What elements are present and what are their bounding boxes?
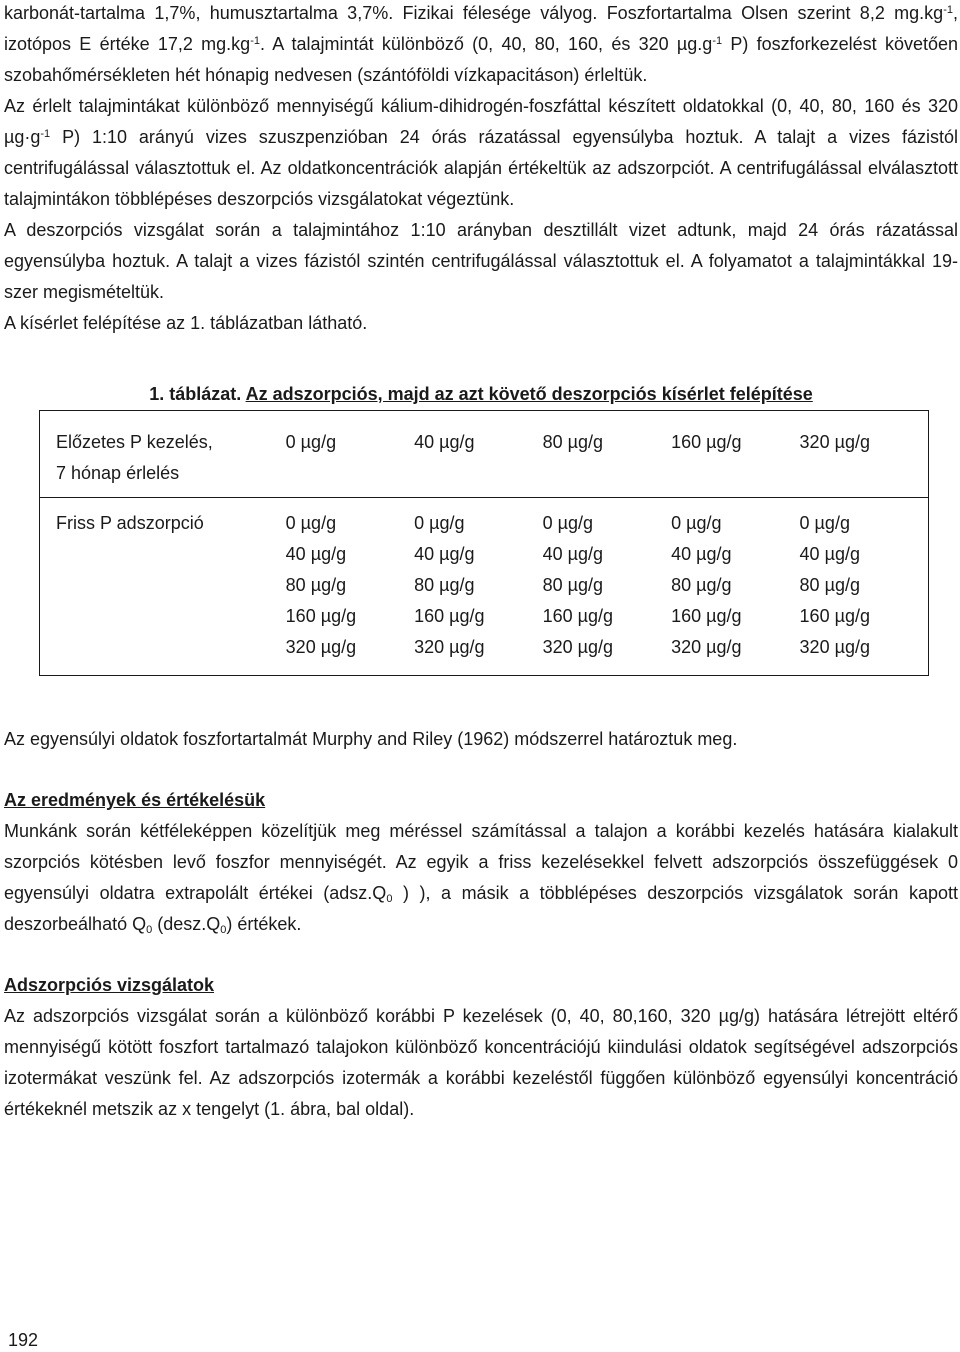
section-heading-adsorption: Adszorpciós vizsgálatok <box>4 975 215 995</box>
table-cell: 160 µg/g <box>285 606 357 626</box>
intro-text-1: karbonát-tartalma 1,7%, humusztartalma 3,7%. Fizikai félesége vályog. Foszfortartalma Olsen szerint 8,2 mg.kg <box>4 3 944 23</box>
table-cell: 80 µg/g <box>542 575 604 595</box>
header-cell-80: 80 µg/g <box>542 432 604 452</box>
intro-text-3: . A talajmintát különböző (0, 40, 80, 160, és 320 µg.g <box>259 34 713 54</box>
intro-text-2: , izotópos E értéke 17,2 mg.kg <box>4 3 958 54</box>
header-cell-160: 160 µg/g <box>671 432 742 452</box>
paragraph-adsorption: Az adszorpciós vizsgálat során a különböző korábbi P kezelések (0, 40, 80,160, 320 µg/g) hatására létrejött eltérő mennyiségű kötött foszfort tartalmazó talajokon különböző koncentrációjú kiindulási oldatok segítségével adszorpciós izotermákat veszünk fel. Az adszorpciós izotermák a korábbi kezeléstől függően különböző egyensúlyi koncentráció értékeknél metszik az x tengelyt (1. ábra, bal oldal). <box>4 1006 958 1119</box>
header-cell-40: 40 µg/g <box>414 432 475 452</box>
sub-2: 0 <box>146 924 153 936</box>
results-text-d: ) értékek. <box>226 914 302 934</box>
body-column-4 <box>671 498 799 675</box>
table-cell: 160 µg/g <box>799 606 870 626</box>
intro-paragraph <box>4 0 958 91</box>
header-label-line-1: Előzetes P kezelés, <box>56 432 213 452</box>
table-cell: 160 µg/g <box>542 606 614 626</box>
paragraph-2 <box>4 91 958 215</box>
paragraph-3: A deszorpciós vizsgálat során a talajmintához 1:10 arányban desztillált vizet adtunk, majd 24 órás rázatással egyensúlyba hoztuk. A talajt a vizes fázistól szintén centrifugálással választottuk el. A folyamatot a talajmintákkal 19-szer megismételtük. <box>4 220 958 302</box>
table-caption-title: Az adszorpciós, majd az azt követő deszorpciós kísérlet felépítése <box>245 384 813 404</box>
experiment-table <box>39 410 929 676</box>
header-cell-320: 320 µg/g <box>799 432 870 452</box>
table-cell: 320 µg/g <box>542 637 614 657</box>
table-cell: 0 µg/g <box>799 513 850 533</box>
results-text-c: (desz.Q <box>152 914 221 934</box>
table-caption <box>4 382 958 406</box>
table-cell: 80 µg/g <box>799 575 860 595</box>
table-cell: 40 µg/g <box>542 544 604 564</box>
sup-1: -1 <box>943 4 953 16</box>
para2-sup: -1 <box>40 128 51 140</box>
table-cell: 80 µg/g <box>671 575 732 595</box>
header-label-line-2: 7 hónap érlelés <box>56 463 180 483</box>
intro-text-4: P) foszforkezelést követően szobahőmérsékleten hét hónapig nedvesen (szántóföldi vízkapacitáson) érleltük. <box>4 34 959 85</box>
table-cell: 320 µg/g <box>414 637 485 657</box>
paragraph-results <box>4 816 958 940</box>
table-cell: 320 µg/g <box>285 637 357 657</box>
table-header-row <box>40 411 928 498</box>
sub-1: 0 <box>386 893 393 905</box>
para2-text-a: Az érlelt talajmintákat különböző mennyiségű kálium-dihidrogén-foszfáttal készített oldatokkal (0, 40, 80, 160 és 320 µg·g <box>4 96 958 147</box>
table-cell: 40 µg/g <box>799 544 860 564</box>
sup-2: -1 <box>250 35 260 47</box>
table-cell: 0 µg/g <box>414 513 465 533</box>
header-cell-0: 0 µg/g <box>285 432 337 452</box>
body-column-1 <box>286 498 414 675</box>
table-caption-number: 1. táblázat. <box>149 384 242 404</box>
page-number: 192 <box>8 1330 39 1350</box>
table-cell: 40 µg/g <box>671 544 732 564</box>
table-cell: 40 µg/g <box>285 544 347 564</box>
sub-3: 0 <box>220 924 227 936</box>
body-column-2 <box>414 498 542 675</box>
paragraph-5: Az egyensúlyi oldatok foszfortartalmát Murphy and Riley (1962) módszerrel határoztuk meg. <box>4 729 738 749</box>
body-column-5 <box>800 498 928 675</box>
table-cell: 80 µg/g <box>285 575 347 595</box>
table-cell: 160 µg/g <box>414 606 485 626</box>
page <box>4 0 958 1125</box>
table-cell: 320 µg/g <box>671 637 742 657</box>
paragraph-4: A kísérlet felépítése az 1. táblázatban látható. <box>4 313 368 333</box>
body-column-3 <box>543 498 671 675</box>
table-cell: 80 µg/g <box>414 575 475 595</box>
results-text-b: ) ), a másik a többlépéses deszorpciós vizsgálatok során kapott deszorbeálható Q <box>4 883 958 934</box>
table-cell: 40 µg/g <box>414 544 475 564</box>
table-cell: 0 µg/g <box>542 513 594 533</box>
sup-3: -1 <box>712 35 723 47</box>
table-cell: 0 µg/g <box>285 513 337 533</box>
table-cell: 160 µg/g <box>671 606 742 626</box>
section-heading-results: Az eredmények és értékelésük <box>4 790 266 810</box>
results-text-a: Munkánk során kétféleképpen közelítjük meg méréssel számítással a talajon a korábbi kezelés hatására kialakult szorpciós kötésben levő foszfor mennyiségét. Az egyik a friss kezelésekkel felvett adszorpciós összefüggések 0 egyensúlyi oldatra extrapolált értékei (adsz.Q <box>4 821 958 903</box>
table-body-row <box>40 498 928 675</box>
table-cell: 0 µg/g <box>671 513 722 533</box>
table-cell: 320 µg/g <box>799 637 870 657</box>
header-label-cell <box>40 411 286 497</box>
row-label-cell: Friss P adszorpció <box>56 513 204 533</box>
para2-text-b: P) 1:10 arányú vizes szuszpenzióban 24 órás rázatással egyensúlyba hoztuk. A talajt a vizes fázistól centrifugálással választottuk el. Az oldatkoncentrációk alapján értékeltük az adszorpciót. A centrifugálással elválasztott talajmintákon többlépéses deszorpciós vizsgálatokat végeztünk. <box>4 127 958 209</box>
